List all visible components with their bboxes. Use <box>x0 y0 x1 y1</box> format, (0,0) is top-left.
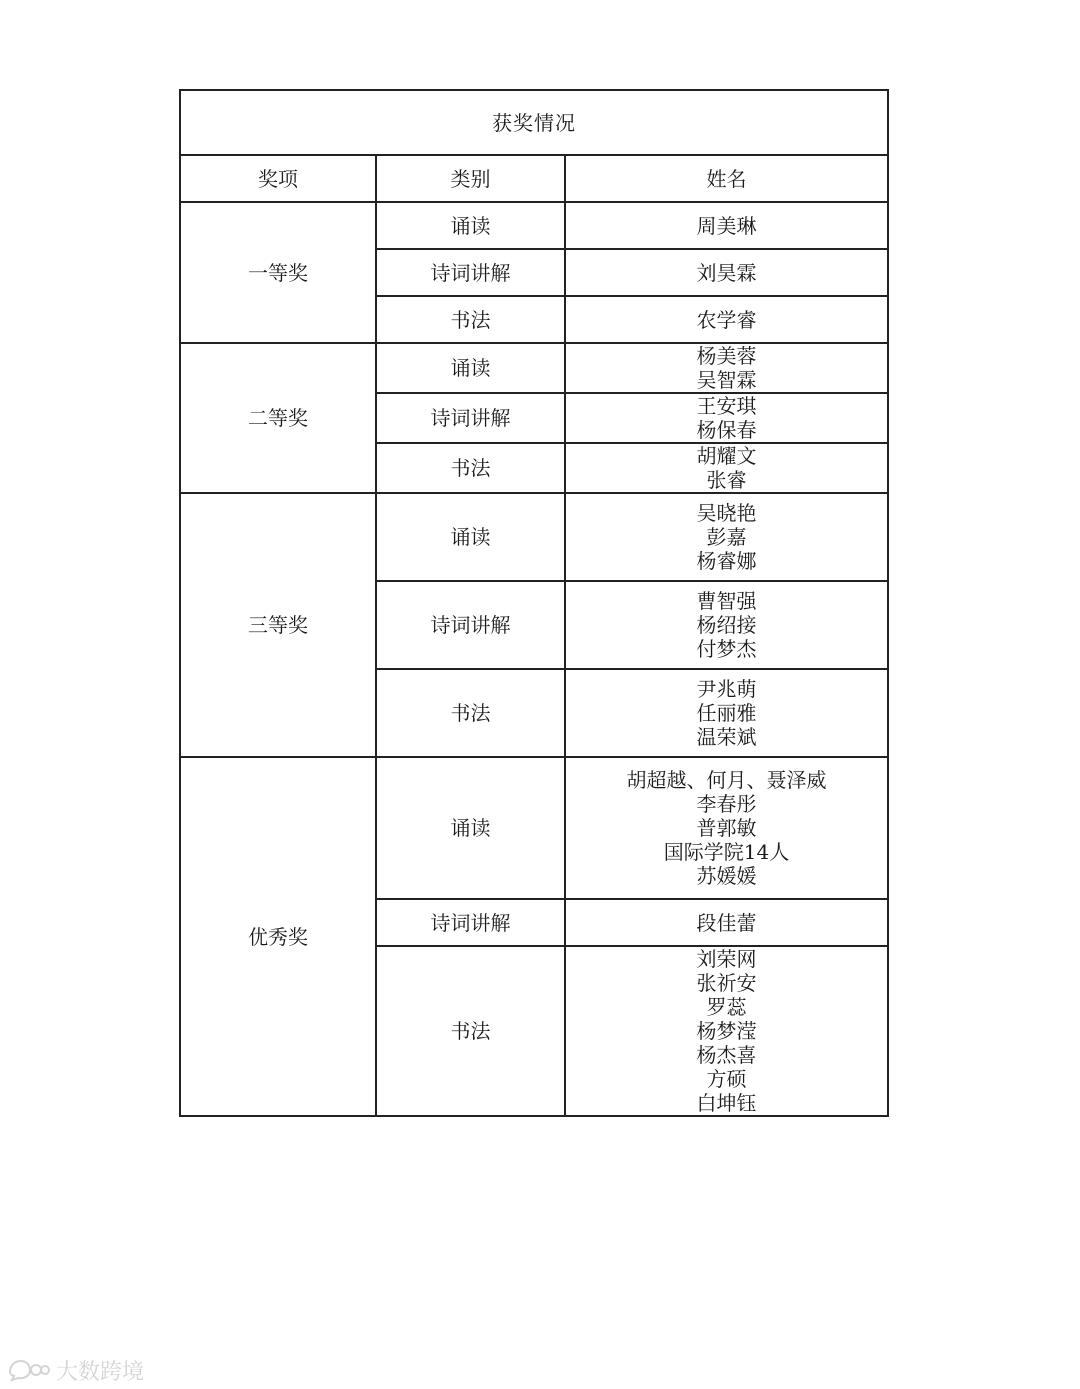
names-cell <box>565 443 888 493</box>
category-cell: 诗词讲解 <box>376 393 565 443</box>
category-cell: 诵读 <box>376 202 565 249</box>
category-cell: 诵读 <box>376 493 565 581</box>
award-cell: 一等奖 <box>180 202 376 343</box>
award-cell: 二等奖 <box>180 343 376 493</box>
category-cell: 诗词讲解 <box>376 249 565 296</box>
name-item: 农学睿 <box>696 307 757 332</box>
name-item: 张祈安 <box>696 971 757 995</box>
name-item: 段佳蕾 <box>696 910 757 935</box>
names-cell <box>565 899 888 946</box>
header-category: 类别 <box>376 155 565 202</box>
name-item: 温荣斌 <box>696 725 757 749</box>
name-item: 普郭敏 <box>696 816 757 840</box>
table-row <box>180 757 888 899</box>
name-item: 胡耀文 <box>696 444 757 468</box>
name-item: 杨保春 <box>696 418 757 442</box>
name-item: 吴晓艳 <box>696 501 757 525</box>
name-item: 苏媛媛 <box>696 864 757 888</box>
name-item: 杨杰喜 <box>696 1043 757 1067</box>
name-item: 杨美蓉 <box>696 344 757 368</box>
names-cell <box>565 669 888 757</box>
name-item: 付梦杰 <box>696 637 757 661</box>
name-item: 刘昊霖 <box>696 260 757 285</box>
name-item: 胡超越、何月、聂泽威 <box>626 768 827 792</box>
name-item: 周美琳 <box>696 213 757 238</box>
name-item: 王安琪 <box>696 394 757 418</box>
name-item: 杨绍接 <box>696 613 757 637</box>
names-cell <box>565 581 888 669</box>
table-row <box>180 343 888 393</box>
category-cell: 书法 <box>376 946 565 1116</box>
category-cell: 书法 <box>376 296 565 343</box>
name-item: 杨梦滢 <box>696 1019 757 1043</box>
awards-table <box>179 89 889 1117</box>
category-cell: 诵读 <box>376 757 565 899</box>
watermark <box>6 1355 144 1385</box>
award-cell: 三等奖 <box>180 493 376 757</box>
name-item: 任丽雅 <box>696 701 757 725</box>
chat-bubble-logo-icon <box>6 1358 50 1382</box>
name-item: 尹兆萌 <box>696 677 757 701</box>
names-cell <box>565 493 888 581</box>
names-cell <box>565 757 888 899</box>
names-cell <box>565 202 888 249</box>
name-item: 吴智霖 <box>696 368 757 392</box>
names-cell <box>565 296 888 343</box>
name-item: 国际学院14人 <box>663 840 790 864</box>
name-item: 白坤钰 <box>696 1091 757 1115</box>
header-award: 奖项 <box>180 155 376 202</box>
table-row <box>180 202 888 249</box>
award-cell: 优秀奖 <box>180 757 376 1116</box>
category-cell: 书法 <box>376 443 565 493</box>
name-item: 杨睿娜 <box>696 549 757 573</box>
table-row <box>180 493 888 581</box>
name-item: 罗蕊 <box>706 995 747 1019</box>
name-item: 李春彤 <box>696 792 757 816</box>
category-cell: 书法 <box>376 669 565 757</box>
category-cell: 诗词讲解 <box>376 581 565 669</box>
name-item: 张睿 <box>706 468 747 492</box>
table-title: 获奖情况 <box>180 90 888 155</box>
names-cell <box>565 249 888 296</box>
name-item: 曹智强 <box>696 589 757 613</box>
category-cell: 诵读 <box>376 343 565 393</box>
names-cell <box>565 946 888 1116</box>
name-item: 彭嘉 <box>706 525 747 549</box>
names-cell <box>565 393 888 443</box>
watermark-text: 大数跨境 <box>56 1359 145 1385</box>
name-item: 方硕 <box>706 1067 747 1091</box>
name-item: 刘荣网 <box>696 947 757 971</box>
category-cell: 诗词讲解 <box>376 899 565 946</box>
names-cell <box>565 343 888 393</box>
header-names: 姓名 <box>565 155 888 202</box>
